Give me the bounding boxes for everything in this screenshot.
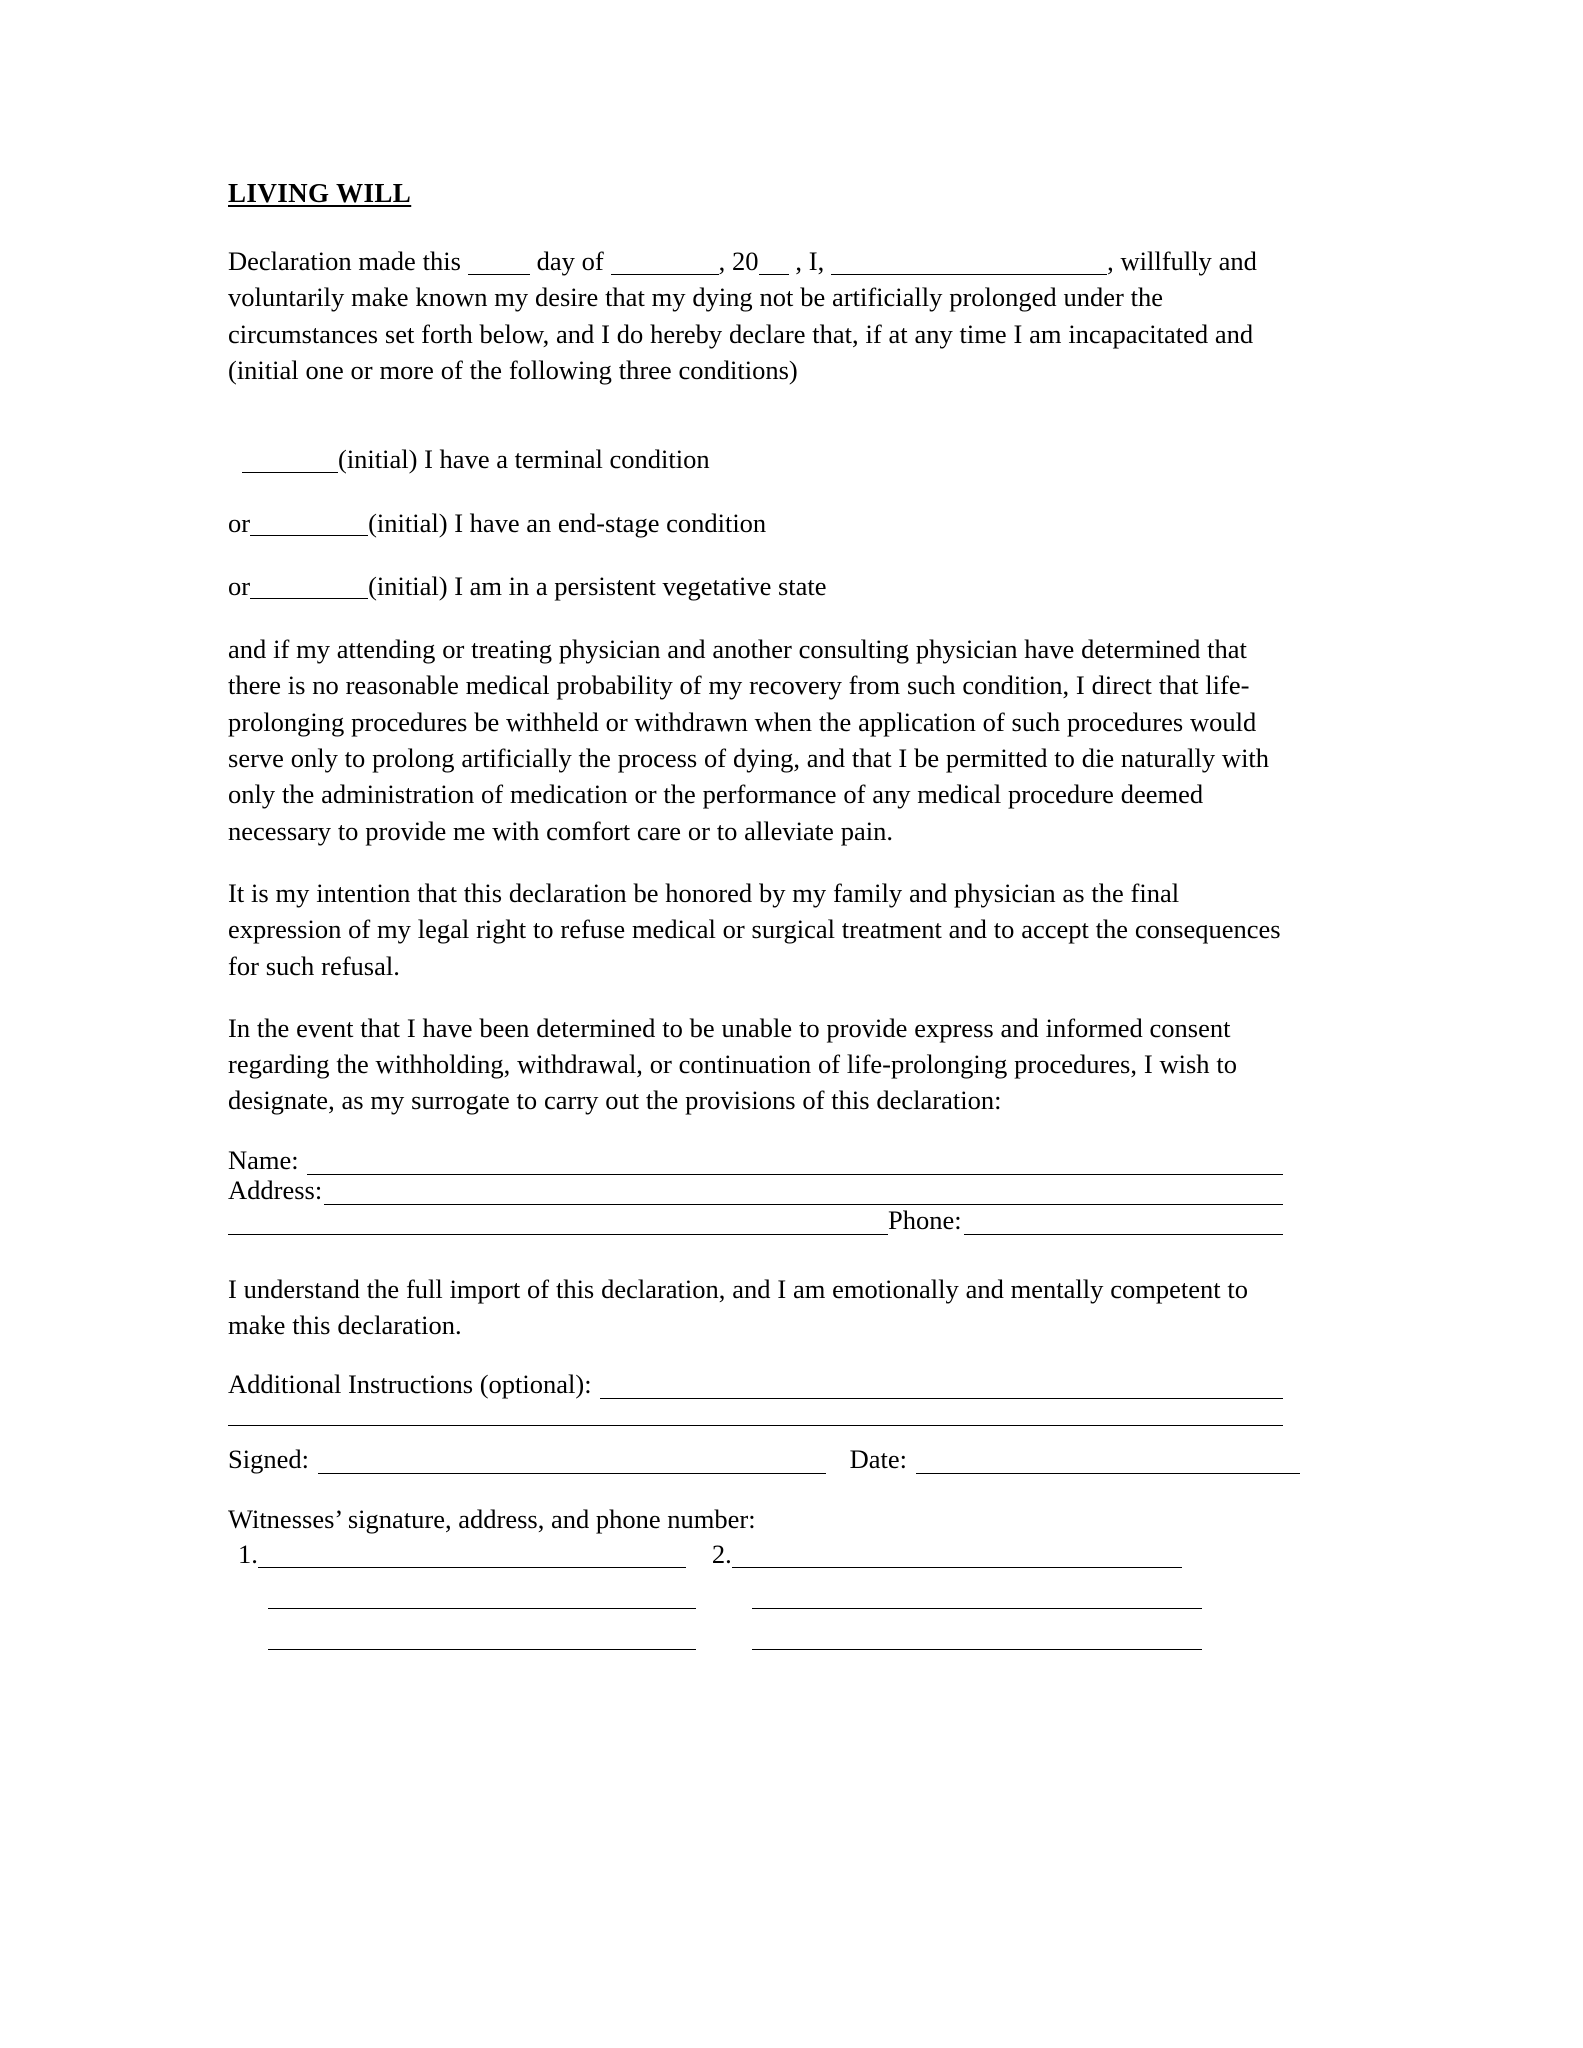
blank-month[interactable] <box>611 248 719 274</box>
declaration-text-e: , <box>1107 246 1114 277</box>
surrogate-phone-input[interactable] <box>964 1208 1283 1235</box>
blank-year[interactable] <box>759 248 789 274</box>
surrogate-address-input-line2[interactable] <box>228 1208 888 1235</box>
surrogate-address-input[interactable] <box>324 1178 1283 1205</box>
physician-determination-paragraph: and if my attending or treating physician and another consulting physician have determined that there is no reasonable medical probability of my recovery from such condition, I direct that life-prolonging procedures be withheld or withdrawn when the application of such procedures would serve only to prolong artificially the process of dying, and that I be permitted to die naturally with only the administration of medication or the performance of any medical procedure deemed necessary to provide me with comfort care or to alleviate pain. <box>228 634 1270 846</box>
witness-2-signature-input[interactable] <box>732 1541 1182 1568</box>
surrogate-address2-phone-row <box>228 1205 1283 1235</box>
declaration-body: willfully and voluntarily make known my desire that my dying not be artificially prolonged under the circumstances set forth below, and I do hereby declare that, if at any time I am incapacitated and (initial one or more of the following three conditions) <box>228 246 1257 385</box>
blank-initial-vegetative[interactable] <box>250 573 368 599</box>
witness-1-phone-input[interactable] <box>268 1623 696 1650</box>
condition-prefix-2: or <box>228 507 251 538</box>
additional-instructions-input[interactable] <box>600 1372 1283 1399</box>
surrogate-name-row <box>228 1145 1283 1175</box>
surrogate-address-label: Address: <box>228 1174 323 1205</box>
signed-input[interactable] <box>318 1447 826 1474</box>
page-title: LIVING WILL <box>228 178 412 208</box>
intention-paragraph: It is my intention that this declaration be honored by my family and physician as the final expression of my legal right to refuse medical or surgical treatment and to accept the consequences for such refusal. <box>228 877 1281 981</box>
witness-2-phone-input[interactable] <box>752 1623 1202 1650</box>
witness-2-address-input[interactable] <box>752 1582 1202 1609</box>
condition-text-3: I am in a persistent vegetative state <box>447 570 827 601</box>
blank-day[interactable] <box>468 248 530 274</box>
witness-row-3 <box>238 1623 1283 1650</box>
date-input[interactable] <box>916 1447 1300 1474</box>
signature-row <box>228 1444 1283 1474</box>
declaration-text-a: Declaration made this <box>228 246 468 277</box>
surrogate-paragraph: In the event that I have been determined to be unable to provide express and informed consent regarding the withholding, withdrawal, or continuation of life-prolonging procedures, I wish to designate, as my surrogate to carry out the provisions of this declaration: <box>228 1012 1237 1116</box>
signed-label: Signed: <box>228 1444 316 1475</box>
declaration-text-c: , 20 <box>718 246 759 277</box>
declaration-paragraph <box>228 243 1283 388</box>
additional-instructions-row-2 <box>228 1399 1283 1426</box>
condition-row-end-stage <box>228 505 1283 541</box>
surrogate-name-input[interactable] <box>307 1148 1283 1175</box>
condition-text-2: I have an end-stage condition <box>447 507 767 538</box>
surrogate-name-label: Name: <box>228 1144 306 1175</box>
blank-initial-terminal[interactable] <box>242 447 338 473</box>
witness-2-number: 2. <box>711 1538 732 1569</box>
surrogate-address-row <box>228 1175 1283 1205</box>
competence-paragraph: I understand the full import of this declaration, and I am emotionally and mentally competent to make this declaration. <box>228 1273 1249 1340</box>
witness-row-1 <box>238 1540 1283 1568</box>
additional-instructions-row <box>228 1369 1283 1399</box>
date-label: Date: <box>849 1444 914 1475</box>
condition-row-terminal <box>228 441 1283 477</box>
condition-text-1: I have a terminal condition <box>417 444 710 475</box>
condition-initial-label-2: (initial) <box>368 507 448 538</box>
witness-row-2 <box>238 1582 1283 1609</box>
condition-initial-label-3: (initial) <box>368 570 448 601</box>
declaration-text-d: , I, <box>788 246 832 277</box>
surrogate-phone-label: Phone: <box>888 1204 962 1235</box>
witnesses-grid <box>228 1540 1283 1650</box>
blank-declarant-name[interactable] <box>831 248 1107 274</box>
witness-1-address-input[interactable] <box>268 1582 696 1609</box>
witness-1-number: 1. <box>238 1538 258 1569</box>
witness-1-signature-input[interactable] <box>258 1541 686 1568</box>
condition-initial-label-1: (initial) <box>338 444 418 475</box>
condition-prefix-3: or <box>228 570 251 601</box>
additional-instructions-label: Additional Instructions (optional): <box>228 1369 599 1400</box>
declaration-text-b: day of <box>529 246 611 277</box>
blank-initial-end-stage[interactable] <box>250 510 368 536</box>
witnesses-heading: Witnesses’ signature, address, and phone number: <box>228 1504 756 1535</box>
condition-row-vegetative <box>228 568 1283 604</box>
additional-instructions-input-line2[interactable] <box>228 1399 1283 1426</box>
